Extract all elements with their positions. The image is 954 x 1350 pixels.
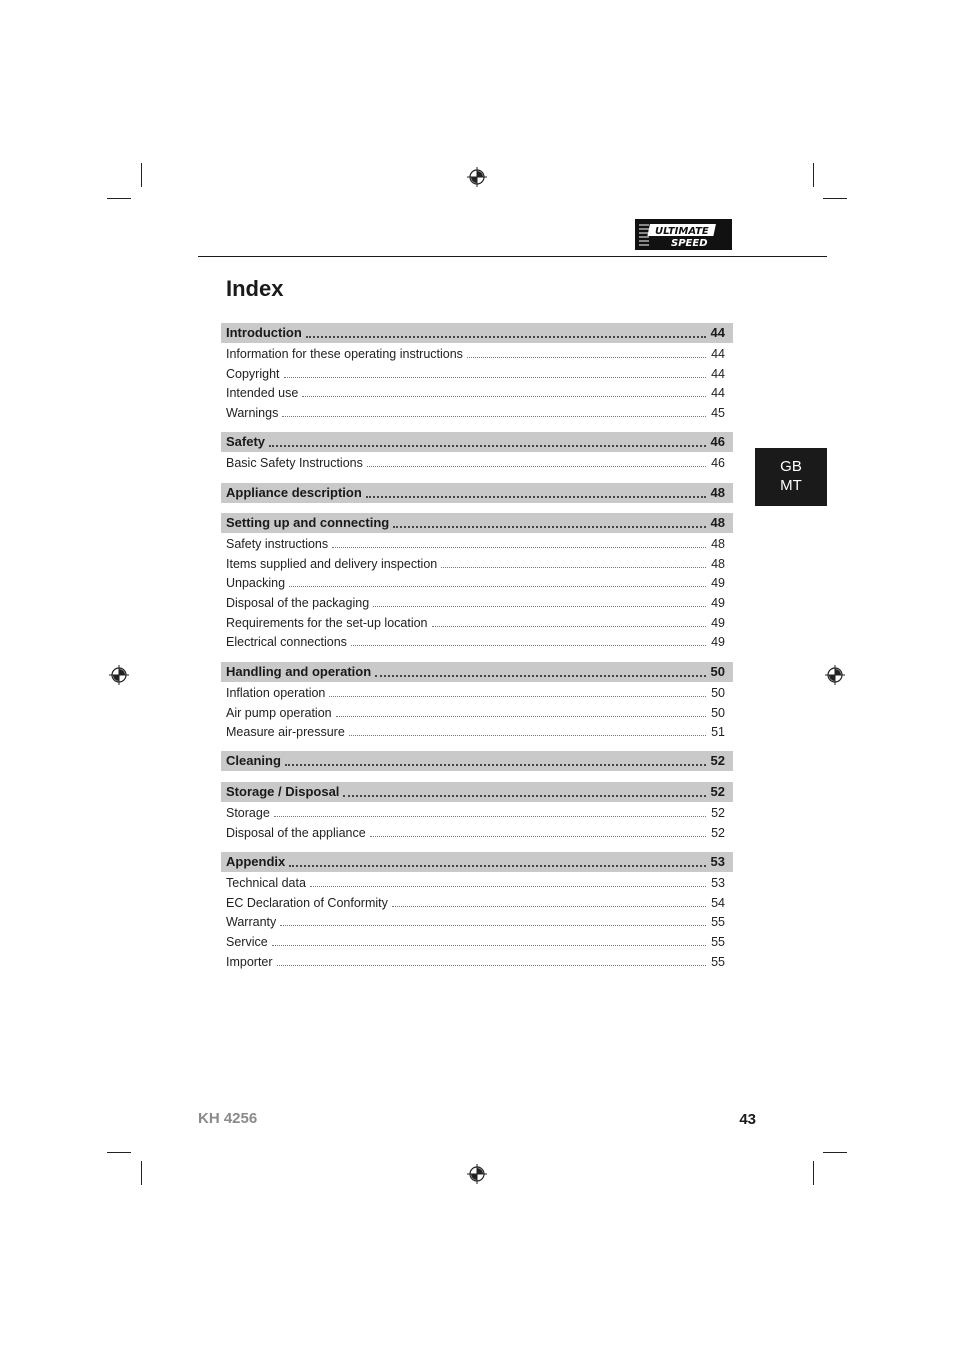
toc-entry-title: Setting up and connecting — [226, 515, 390, 530]
toc-page-number: 49 — [711, 576, 725, 590]
crop-mark — [107, 1152, 131, 1153]
brand-logo — [635, 219, 732, 250]
toc-entry — [221, 594, 733, 612]
toc-entry — [221, 345, 733, 363]
toc-section-heading — [221, 751, 733, 771]
dot-leader — [441, 567, 706, 568]
toc-entry-title: Electrical connections — [226, 635, 347, 649]
toc-entry-title: Requirements for the set-up location — [226, 616, 428, 630]
dot-leader — [367, 466, 706, 467]
toc-entry-title: Inflation operation — [226, 686, 326, 700]
dot-leader — [373, 606, 706, 607]
toc-entry-title: Cleaning — [226, 753, 281, 768]
toc-entry-title: Introduction — [226, 325, 302, 340]
toc-entry-title: Unpacking — [226, 576, 286, 590]
language-tab — [755, 448, 827, 506]
toc-entry-title: Disposal of the packaging — [226, 596, 370, 610]
svg-text:SPEED: SPEED — [671, 238, 708, 249]
toc-entry-title: Warranty — [226, 915, 277, 929]
toc-page-number: 46 — [711, 456, 725, 470]
registration-mark-icon — [467, 167, 487, 187]
toc-page-number: 44 — [711, 367, 725, 381]
dot-leader — [332, 547, 706, 548]
toc-entry-title: Appliance description — [226, 485, 362, 500]
toc-entry — [221, 454, 733, 472]
toc-section-heading — [221, 852, 733, 872]
toc-entry — [221, 824, 733, 842]
crop-mark — [813, 1161, 814, 1185]
toc-entry-title: Storage — [226, 806, 270, 820]
toc-page-number: 51 — [711, 725, 725, 739]
toc-entry-title: Intended use — [226, 386, 299, 400]
toc-page-number: 49 — [711, 596, 725, 610]
toc-entry — [221, 574, 733, 592]
dot-leader — [392, 906, 706, 907]
toc-entry — [221, 365, 733, 383]
dot-leader — [285, 764, 706, 766]
registration-mark-icon — [109, 665, 129, 685]
toc-page-number: 52 — [711, 826, 725, 840]
model-number: KH 4256 — [198, 1110, 258, 1127]
toc-entry — [221, 894, 733, 912]
crop-mark — [141, 163, 142, 187]
toc-page-number: 54 — [711, 896, 725, 910]
dot-leader — [351, 645, 706, 646]
toc-page-number: 44 — [710, 325, 725, 340]
toc-page-number: 52 — [711, 806, 725, 820]
toc-entry — [221, 723, 733, 741]
toc-entry — [221, 384, 733, 402]
toc-page-number: 50 — [711, 686, 725, 700]
toc-entry — [221, 614, 733, 632]
dot-leader — [349, 735, 706, 736]
page-number: 43 — [739, 1111, 756, 1128]
dot-leader — [393, 526, 706, 528]
toc-entry-title: Technical data — [226, 876, 306, 890]
toc-page-number: 48 — [710, 515, 725, 530]
toc-section-heading — [221, 513, 733, 533]
toc-entry — [221, 633, 733, 651]
toc-entry-title: Storage / Disposal — [226, 784, 340, 799]
toc-page-number: 50 — [711, 706, 725, 720]
language-code: MT — [780, 477, 802, 494]
crop-mark — [813, 163, 814, 187]
crop-mark — [141, 1161, 142, 1185]
toc-entry-title: Air pump operation — [226, 706, 332, 720]
toc-page-number: 48 — [711, 537, 725, 551]
toc-section-heading — [221, 483, 733, 503]
dot-leader — [280, 925, 706, 926]
toc-page-number: 48 — [711, 557, 725, 571]
toc-page-number: 44 — [711, 386, 725, 400]
dot-leader — [370, 836, 706, 837]
toc-entry-title: Warnings — [226, 406, 279, 420]
crop-mark — [107, 198, 131, 199]
toc-page-number: 49 — [711, 616, 725, 630]
dot-leader — [269, 445, 706, 447]
dot-leader — [277, 965, 706, 966]
toc-entry-title: Handling and operation — [226, 664, 372, 679]
toc-entry — [221, 874, 733, 892]
toc-entry-title: EC Declaration of Conformity — [226, 896, 388, 910]
toc-entry — [221, 933, 733, 951]
toc-section-heading — [221, 432, 733, 452]
toc-page-number: 55 — [711, 915, 725, 929]
toc-entry-title: Service — [226, 935, 268, 949]
dot-leader — [329, 696, 706, 697]
dot-leader — [289, 586, 706, 587]
toc-page-number: 52 — [710, 753, 725, 768]
dot-leader — [289, 865, 706, 867]
toc-page-number: 55 — [711, 955, 725, 969]
toc-page-number: 44 — [711, 347, 725, 361]
toc-entry — [221, 804, 733, 822]
toc-page-number: 52 — [710, 784, 725, 799]
toc-entry-title: Items supplied and delivery inspection — [226, 557, 438, 571]
dot-leader — [274, 816, 706, 817]
dot-leader — [284, 377, 707, 378]
toc-entry — [221, 704, 733, 722]
toc-entry-title: Copyright — [226, 367, 280, 381]
toc-page-number: 55 — [711, 935, 725, 949]
toc-entry — [221, 953, 733, 971]
toc-page-number: 49 — [711, 635, 725, 649]
dot-leader — [467, 357, 706, 358]
toc-entry-title: Basic Safety Instructions — [226, 456, 363, 470]
toc-page-number: 46 — [710, 434, 725, 449]
dot-leader — [366, 496, 706, 498]
toc-page-number: 53 — [711, 876, 725, 890]
dot-leader — [336, 716, 706, 717]
toc-entry — [221, 913, 733, 931]
crop-mark — [823, 1152, 847, 1153]
dot-leader — [432, 626, 707, 627]
dot-leader — [282, 416, 706, 417]
toc-entry-title: Appendix — [226, 854, 286, 869]
toc-section-heading — [221, 662, 733, 682]
toc-entry — [221, 684, 733, 702]
dot-leader — [343, 795, 706, 797]
crop-mark — [823, 198, 847, 199]
toc-entry-title: Safety instructions — [226, 537, 329, 551]
language-code: GB — [780, 458, 802, 475]
toc-entry — [221, 404, 733, 422]
dot-leader — [272, 945, 706, 946]
toc-entry — [221, 535, 733, 553]
toc-entry-title: Safety — [226, 434, 266, 449]
toc-entry-title: Measure air-pressure — [226, 725, 345, 739]
toc-page-number: 50 — [710, 664, 725, 679]
dot-leader — [306, 336, 706, 338]
toc-entry — [221, 555, 733, 573]
toc-section-heading — [221, 323, 733, 343]
header-rule — [198, 256, 827, 257]
registration-mark-icon — [825, 665, 845, 685]
ultimate-speed-logo-icon — [635, 219, 732, 250]
page-title: Index — [226, 276, 284, 301]
registration-mark-icon — [467, 1164, 487, 1184]
toc-entry-title: Information for these operating instructions — [226, 347, 463, 361]
dot-leader — [375, 675, 706, 677]
toc-page-number: 48 — [710, 485, 725, 500]
toc-page-number: 45 — [711, 406, 725, 420]
toc-entry-title: Importer — [226, 955, 273, 969]
toc-entry-title: Disposal of the appliance — [226, 826, 366, 840]
dot-leader — [310, 886, 706, 887]
toc-page-number: 53 — [710, 854, 725, 869]
toc-section-heading — [221, 782, 733, 802]
dot-leader — [302, 396, 706, 397]
svg-text:ULTIMATE: ULTIMATE — [655, 226, 709, 237]
